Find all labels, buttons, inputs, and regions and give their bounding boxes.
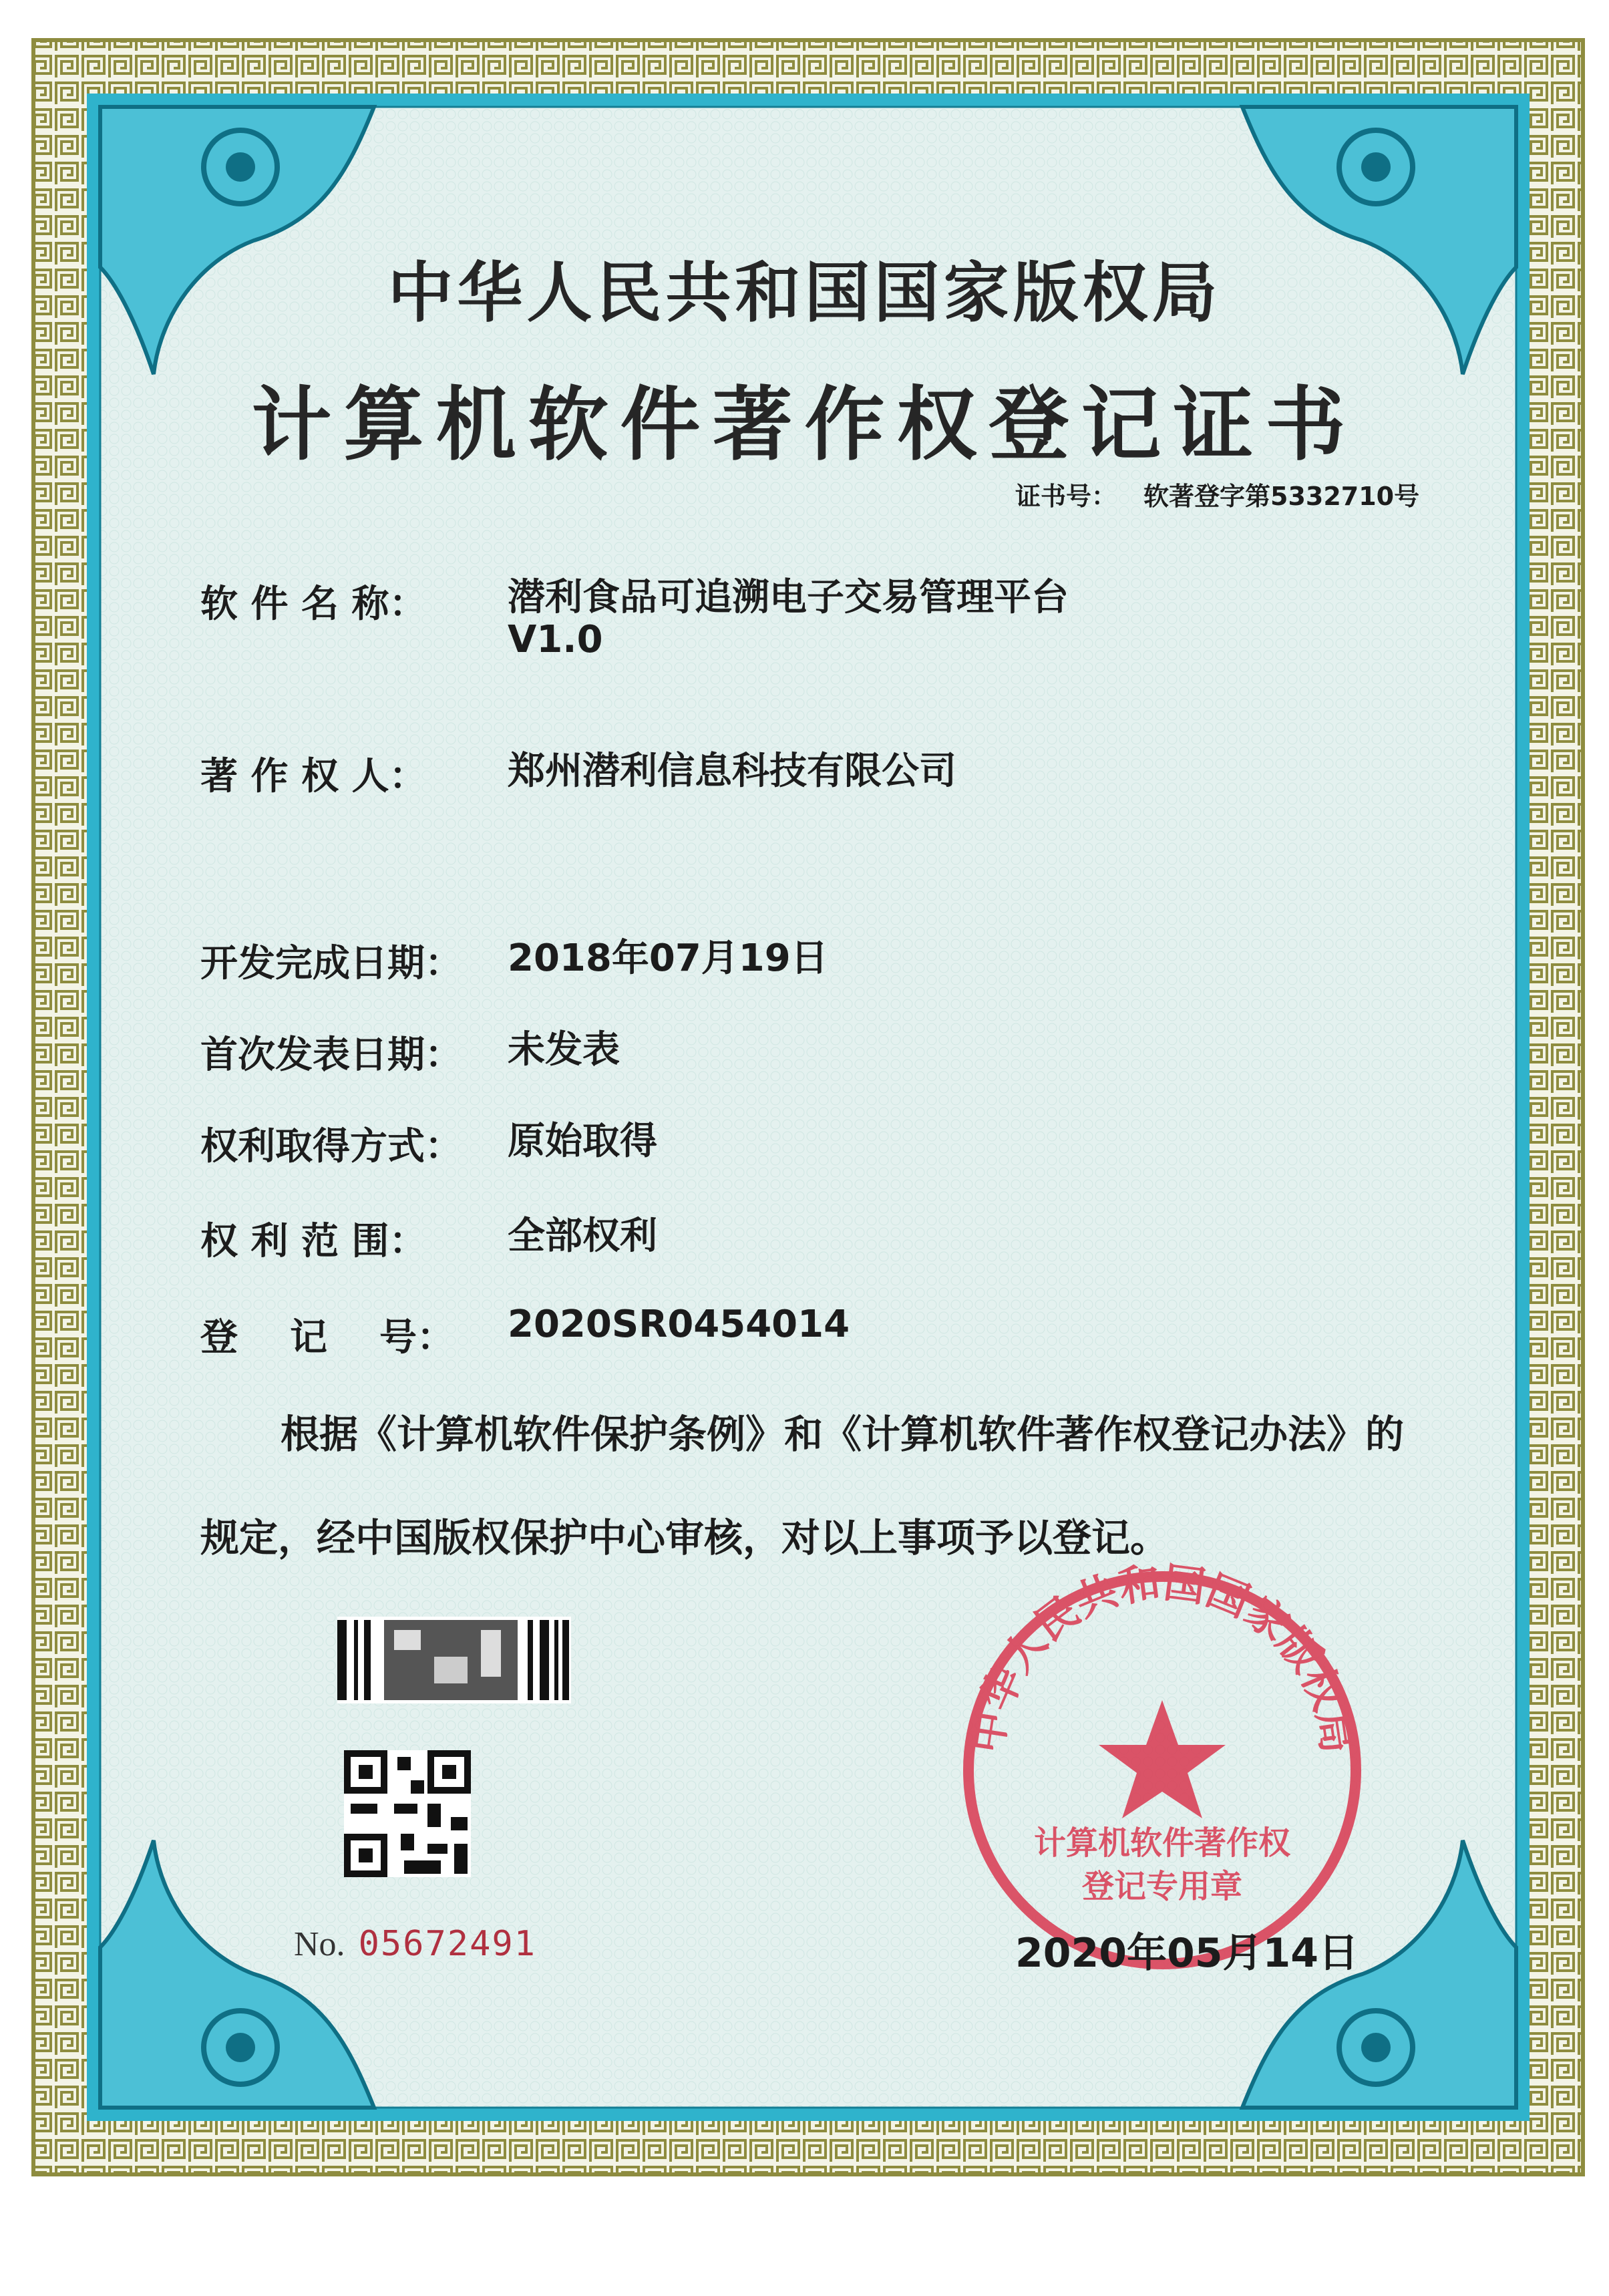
field-label-rights-scope: 权 利 范 围： <box>200 1220 427 1263</box>
certificate-number-label: 证书号： <box>1015 482 1117 511</box>
field-value-acquisition-method: 原始取得 <box>508 1120 657 1163</box>
field-value-software-version: V1.0 <box>508 618 603 661</box>
serial-prefix: No. <box>294 1925 345 1963</box>
seal-line-1: 计算机软件著作权 <box>1033 1824 1291 1862</box>
serial-value: 05672491 <box>358 1924 537 1964</box>
barcode-icon <box>337 1617 571 1703</box>
field-label-publication-date: 首次发表日期： <box>200 1033 462 1077</box>
certificate-number <box>1015 476 1419 512</box>
field-value-software-name: 潜利食品可追溯电子交易管理平台 <box>508 576 1069 619</box>
field-value-rights-scope: 全部权利 <box>508 1214 657 1258</box>
field-label-copyright-owner: 著 作 权 人： <box>200 755 427 798</box>
certificate-number-value: 软著登字第5332710号 <box>1143 482 1420 511</box>
field-value-publication-date: 未发表 <box>508 1028 620 1072</box>
certificate-title: 计算机软件著作权登记证书 <box>251 379 1358 472</box>
qr-code-icon <box>344 1750 471 1877</box>
field-value-copyright-owner: 郑州潜利信息科技有限公司 <box>508 750 956 793</box>
seal-line-2: 登记专用章 <box>1081 1868 1243 1905</box>
field-label-completion-date: 开发完成日期： <box>200 942 462 985</box>
field-label-registration-number: 登 记 号： <box>200 1316 454 1359</box>
issuing-agency: 中华人民共和国国家版权局 <box>387 255 1222 331</box>
serial-number <box>294 1924 536 1964</box>
statement-line-2: 规定，经中国版权保护中心审核，对以上事项予以登记。 <box>200 1515 1170 1561</box>
field-value-registration-number: 2020SR0454014 <box>508 1303 850 1346</box>
field-value-completion-date: 2018年07月19日 <box>508 937 828 980</box>
statement-line-1: 根据《计算机软件保护条例》和《计算机软件著作权登记办法》的 <box>281 1412 1405 1457</box>
issue-date: 2020年05月14日 <box>1015 1930 1359 1977</box>
seal-ring-text: 中华人民共和国国家版权局 <box>962 1557 1363 1756</box>
field-label-software-name: 软 件 名 称： <box>200 583 427 626</box>
field-label-acquisition-method: 权利取得方式： <box>200 1125 462 1168</box>
